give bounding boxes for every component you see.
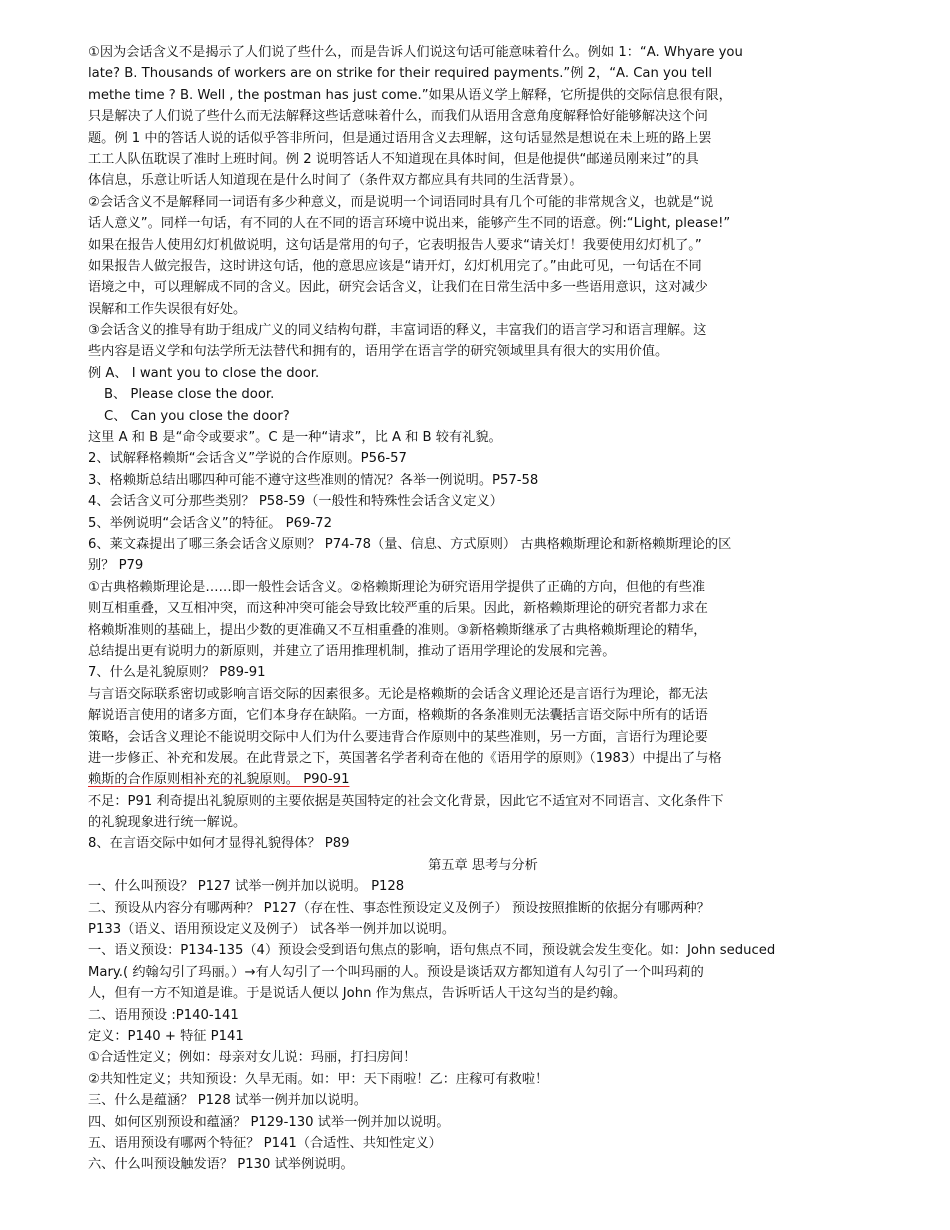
text-line: 不足：P91 利奇提出礼貌原则的主要依据是英国特定的社会文化背景，因此它不适宜对不同语言、文化条件下 [88, 793, 724, 809]
text-line: 误解和工作失误很有好处。 [88, 301, 247, 317]
text-line: P133（语义、语用预设定义及例子） 试各举一例并加以说明。 [88, 922, 456, 938]
text-line: 语境之中，可以理解成不同的含义。因此，研究会话含义，让我们在日常生活中多一些语用意识，这对减少 [88, 280, 708, 296]
question-line: 一、什么叫预设？ P127 试举一例并加以说明。 P128 [88, 879, 405, 895]
text-line: 的礼貌现象进行统一解说。 [88, 815, 247, 831]
question-line: 7、什么是礼貌原则？ P89-91 [88, 665, 266, 681]
text-line: 进一步修正、补充和发展。在此背景之下，英国著名学者利奇在他的《语用学的原则》（1983）中提出了与格 [88, 750, 722, 766]
question-line: 3、格赖斯总结出哪四种可能不遵守这些准则的情况？各举一例说明。P57-58 [88, 472, 539, 488]
text-line: methe time ? B. Well , the postman has just come.”如果从语义学上解释，它所提供的交际信息很有限， [88, 87, 732, 103]
text-line: 人，但有一方不知道是谁。于是说话人便以 John 作为焦点，告诉听话人干这勾当的是约翰。 [88, 986, 627, 1002]
text-line: 些内容是语义学和句法学所无法替代和拥有的，语用学在语言学的研究领域里具有很大的实用价值。 [88, 344, 669, 360]
question-line: 二、预设从内容分有哪两种？ P127（存在性、事态性预设定义及例子） 预设按照推断的依据分有哪两种？ [88, 900, 710, 916]
question-line: 六、什么叫预设触发语？ P130 试举例说明。 [88, 1157, 354, 1173]
text-line: Mary.( 约翰勾引了玛丽。）→有人勾引了一个叫玛丽的人。预设是谈话双方都知道有人勾引了一个叫玛莉的 [88, 964, 704, 980]
example-line: B、 Please close the door. [104, 387, 275, 403]
text-line: ③会话含义的推导有助于组成广义的同义结构句群，丰富词语的释义，丰富我们的语言学习和语言理解。这 [88, 323, 707, 339]
text-line: ①合适性定义；例如：母亲对女儿说：玛丽，打扫房间！ [88, 1050, 417, 1066]
text-line: 工工人队伍耽误了准时上班时间。例 2 说明答话人不知道现在具体时间，但是他提供“邮递员刚来过”的具 [88, 151, 699, 167]
text-line: 二、语用预设 :P140-141 [88, 1007, 239, 1023]
text-line: 话人意义”。同样一句话，有不同的人在不同的语言环境中说出来，能够产生不同的语意。例:“Light, please!” [88, 216, 731, 232]
text-line: 体信息，乐意让听话人知道现在是什么时间了（条件双方都应具有共同的生活背景）。 [88, 173, 583, 189]
question-line: 8、在言语交际中如何才显得礼貌得体？ P89 [88, 836, 350, 852]
question-line: 2、试解释格赖斯“会话含义”学说的合作原则。P56-57 [88, 451, 407, 467]
text-line: late? B. Thousands of workers are on strike for their required payments.”例 2，“A. Can you tell [88, 66, 713, 82]
text-line: 则互相重叠，又互相冲突，而这种冲突可能会导致比较严重的后果。因此，新格赖斯理论的研究者都力求在 [88, 601, 708, 617]
text-line: ②会话含义不是解释同一词语有多少种意义，而是说明一个词语同时具有几个可能的非常规含义，也就是“说 [88, 194, 714, 210]
text-line: ①因为会话含义不是揭示了人们说了些什么，而是告诉人们说这句话可能意味着什么。例如 1：“A. Whyare you [88, 45, 743, 60]
question-line: 三、什么是蕴涵？ P128 试举一例并加以说明。 [88, 1093, 367, 1109]
text-line: 一、语义预设：P134-135（4）预设会受到语句焦点的影响，语句焦点不同，预设就会发生变化。如：John seduced [88, 943, 776, 959]
text-line: 格赖斯准则的基础上，提出少数的更准确又不互相重叠的准则。③新格赖斯继承了古典格赖斯理论的精华， [88, 622, 707, 638]
example-line: C、 Can you close the door? [104, 408, 290, 424]
document-page [88, 42, 878, 1176]
text-line: 策略，会话含义理论不能说明交际中人们为什么要违背合作原则中的某些准则，另一方面，言语行为理论要 [88, 729, 708, 745]
text-line: 题。例 1 中的答话人说的话似乎答非所问，但是通过语用含义去理解，这句话显然是想说在未上班的路上罢 [88, 130, 712, 146]
question-line: 五、语用预设有哪两个特征？ P141（合适性、共知性定义） [88, 1135, 442, 1151]
text-line: 如果报告人做完报告，这时讲这句话，他的意思应该是“请开灯，幻灯机用完了。”由此可见，一句话在不同 [88, 258, 702, 274]
text-line: 定义：P140 + 特征 P141 [88, 1028, 244, 1044]
text-line: 与言语交际联系密切或影响言语交际的因素很多。无论是格赖斯的会话含义理论还是言语行为理论，都无法 [88, 686, 708, 702]
example-line: 例 A、 I want you to close the door. [88, 365, 320, 381]
question-line: 四、如何区别预设和蕴涵？ P129-130 试举一例并加以说明。 [88, 1114, 450, 1130]
text-line: ①古典格赖斯理论是……即一般性会话含义。②格赖斯理论为研究语用学提供了正确的方向，但他的有些准 [88, 579, 706, 595]
text-line: 只是解决了人们说了些什么而无法解释这些话意味着什么，而我们从语用含意角度解释恰好能够解决这个问 [88, 109, 708, 125]
question-line: 6、莱文森提出了哪三条会话含义原则？ P74-78（量、信息、方式原则） 古典格赖斯理论和新格赖斯理论的区 [88, 536, 732, 552]
text-line: 这里 A 和 B 是“命令或要求”。C 是一种“请求”，比 A 和 B 较有礼貌。 [88, 430, 502, 446]
question-line: 4、会话含义可分那些类别？ P58-59（一般性和特殊性会话含义定义） [88, 494, 503, 510]
text-line: 解说语言使用的诸多方面，它们本身存在缺陷。一方面，格赖斯的各条准则无法囊括言语交际中所有的话语 [88, 708, 708, 724]
text-line: 总结提出更有说明力的新原则，并建立了语用推理机制，推动了语用学理论的发展和完善。 [88, 643, 616, 659]
chapter-heading: 第五章 思考与分析 [428, 857, 538, 873]
underlined-line: 赖斯的合作原则相补充的礼貌原则。 P90-91 [88, 772, 350, 788]
text-line: 别？ P79 [88, 558, 144, 574]
question-line: 5、举例说明“会话含义”的特征。 P69-72 [88, 515, 332, 531]
text-line: ②共知性定义；共知预设：久旱无雨。如：甲：天下雨啦！乙：庄稼可有救啦！ [88, 1071, 549, 1087]
text-line: 如果在报告人使用幻灯机做说明，这句话是常用的句子，它表明报告人要求“请关灯！我要使用幻灯机了。” [88, 237, 702, 253]
